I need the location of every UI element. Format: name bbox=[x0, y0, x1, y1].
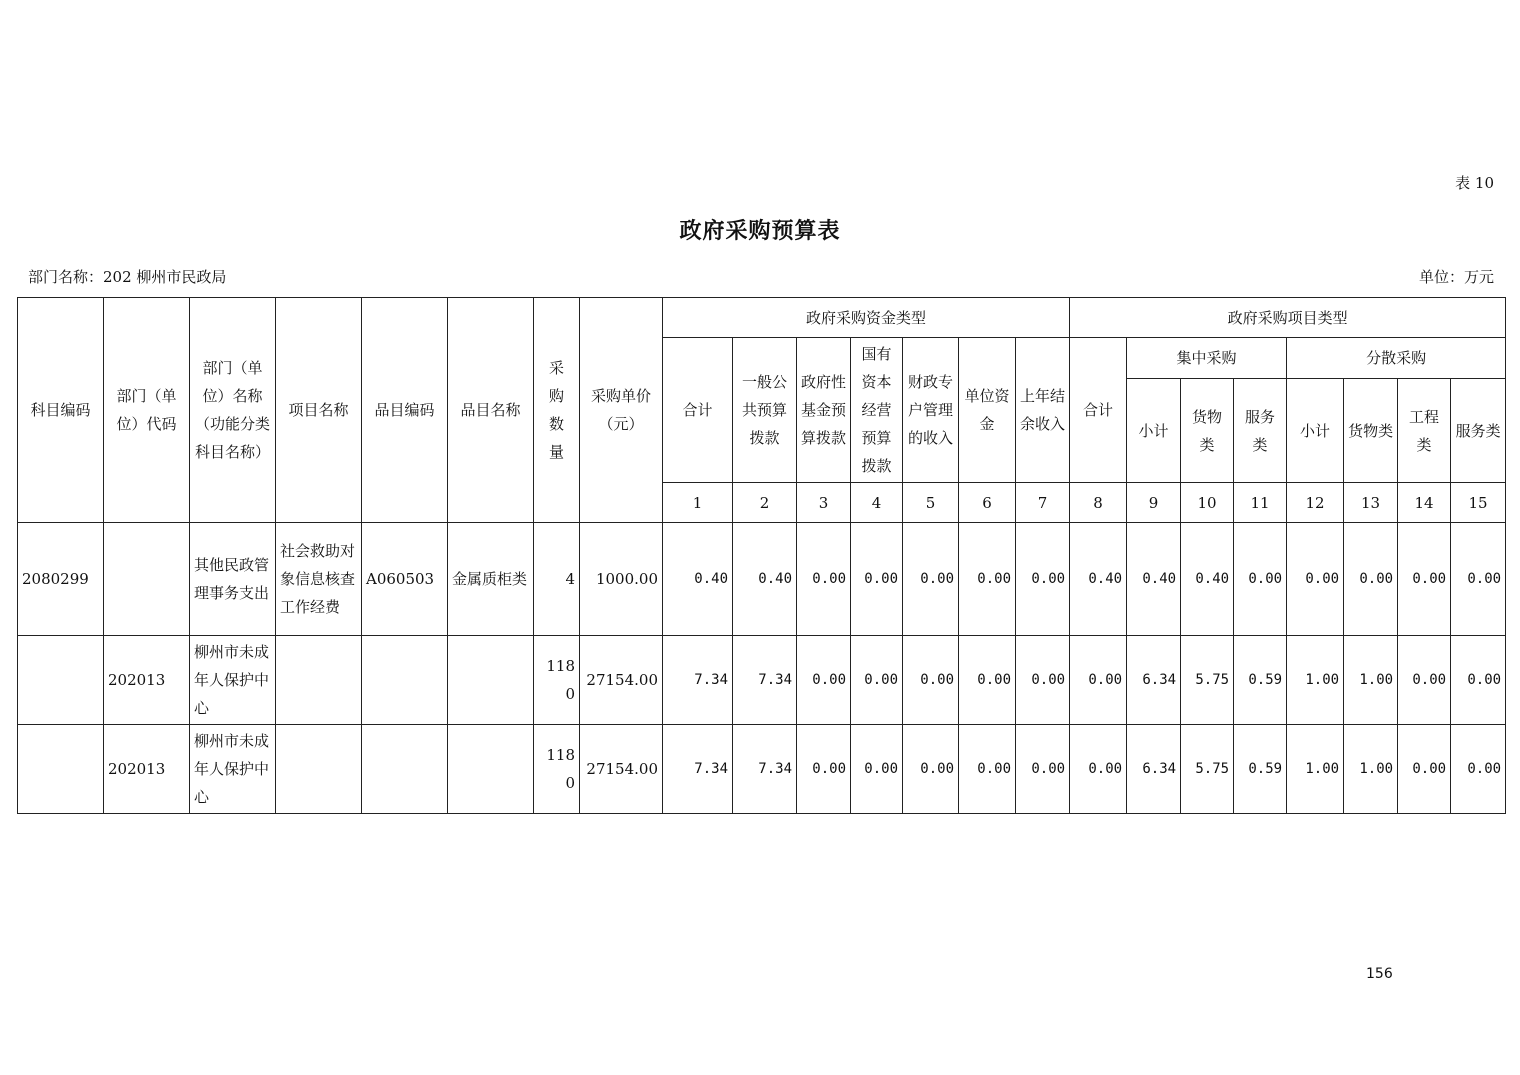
header-decentralized: 分散采购 bbox=[1287, 338, 1506, 379]
value-cell: 0.00 bbox=[1070, 725, 1127, 814]
header-d-goods: 货物类 bbox=[1344, 379, 1398, 483]
index-number: 7 bbox=[1016, 483, 1070, 523]
index-number: 13 bbox=[1344, 483, 1398, 523]
page-number: 156 bbox=[1366, 966, 1393, 982]
subject-code-cell: 2080299 bbox=[18, 523, 104, 636]
header-special-account: 财政专户管理的收入 bbox=[903, 338, 959, 483]
index-number: 6 bbox=[959, 483, 1016, 523]
table-row bbox=[18, 523, 1506, 636]
value-cell: 0.00 bbox=[1070, 636, 1127, 725]
header-general-budget: 一般公共预算拨款 bbox=[733, 338, 797, 483]
header-fund-total: 合计 bbox=[663, 338, 733, 483]
value-cell: 0.00 bbox=[1016, 523, 1070, 636]
value-cell: 0.00 bbox=[1398, 636, 1451, 725]
table-number: 表 10 bbox=[1455, 174, 1494, 192]
value-cell: 0.00 bbox=[1451, 725, 1506, 814]
value-cell: 1.00 bbox=[1344, 725, 1398, 814]
value-cell: 0.59 bbox=[1234, 725, 1287, 814]
project-name-cell bbox=[276, 725, 362, 814]
project-name-cell bbox=[276, 636, 362, 725]
procurement-budget-table bbox=[17, 297, 1506, 814]
index-number: 4 bbox=[851, 483, 903, 523]
index-number: 8 bbox=[1070, 483, 1127, 523]
quantity-cell: 1180 bbox=[534, 725, 580, 814]
header-quantity bbox=[534, 298, 580, 523]
value-cell: 0.00 bbox=[851, 725, 903, 814]
header-d-subtotal: 小计 bbox=[1287, 379, 1344, 483]
value-cell: 0.00 bbox=[1016, 725, 1070, 814]
value-cell: 0.40 bbox=[1181, 523, 1234, 636]
header-dept-name: 部门（单位）名称（功能分类科目名称） bbox=[190, 298, 276, 523]
header-d-services: 服务类 bbox=[1451, 379, 1506, 483]
value-cell: 0.00 bbox=[1451, 636, 1506, 725]
value-cell: 6.34 bbox=[1127, 636, 1181, 725]
header-unit-price: 采购单价（元） bbox=[580, 298, 663, 523]
index-number: 14 bbox=[1398, 483, 1451, 523]
value-cell: 0.00 bbox=[1344, 523, 1398, 636]
index-number: 5 bbox=[903, 483, 959, 523]
value-cell: 1.00 bbox=[1287, 725, 1344, 814]
item-name-cell bbox=[448, 636, 534, 725]
value-cell: 0.00 bbox=[903, 523, 959, 636]
value-cell: 7.34 bbox=[733, 636, 797, 725]
value-cell: 0.40 bbox=[1070, 523, 1127, 636]
item-name-cell: 金属质柜类 bbox=[448, 523, 534, 636]
header-project-type-group: 政府采购项目类型 bbox=[1070, 298, 1506, 338]
dept-name-cell: 其他民政管理事务支出 bbox=[190, 523, 276, 636]
value-cell: 0.00 bbox=[903, 725, 959, 814]
header-subject-code: 科目编码 bbox=[18, 298, 104, 523]
dept-code-cell: 202013 bbox=[104, 725, 190, 814]
index-number: 2 bbox=[733, 483, 797, 523]
value-cell: 1.00 bbox=[1287, 636, 1344, 725]
item-name-cell bbox=[448, 725, 534, 814]
value-cell: 0.00 bbox=[797, 523, 851, 636]
header-quantity-text: 采购数量 bbox=[548, 359, 564, 461]
header-fund-type-group: 政府采购资金类型 bbox=[663, 298, 1070, 338]
department-name: 部门名称：202 柳州市民政局 bbox=[28, 268, 227, 286]
value-cell: 0.00 bbox=[1234, 523, 1287, 636]
value-cell: 0.00 bbox=[851, 636, 903, 725]
header-c-services: 服务类 bbox=[1234, 379, 1287, 483]
value-cell: 0.00 bbox=[959, 636, 1016, 725]
unit-price-cell: 27154.00 bbox=[580, 636, 663, 725]
item-code-cell bbox=[362, 636, 448, 725]
index-number: 15 bbox=[1451, 483, 1506, 523]
value-cell: 0.00 bbox=[851, 523, 903, 636]
item-code-cell bbox=[362, 725, 448, 814]
value-cell: 0.00 bbox=[797, 636, 851, 725]
index-number: 10 bbox=[1181, 483, 1234, 523]
quantity-cell: 1180 bbox=[534, 636, 580, 725]
subject-code-cell bbox=[18, 636, 104, 725]
header-d-works: 工程类 bbox=[1398, 379, 1451, 483]
value-cell: 7.34 bbox=[733, 725, 797, 814]
table-row bbox=[18, 725, 1506, 814]
value-cell: 6.34 bbox=[1127, 725, 1181, 814]
value-cell: 0.00 bbox=[1451, 523, 1506, 636]
index-number: 3 bbox=[797, 483, 851, 523]
value-cell: 0.40 bbox=[733, 523, 797, 636]
unit-price-cell: 27154.00 bbox=[580, 725, 663, 814]
dept-name-cell: 柳州市未成年人保护中心 bbox=[190, 636, 276, 725]
subject-code-cell bbox=[18, 725, 104, 814]
project-name-cell: 社会救助对象信息核查工作经费 bbox=[276, 523, 362, 636]
header-project-total: 合计 bbox=[1070, 338, 1127, 483]
value-cell: 0.40 bbox=[1127, 523, 1181, 636]
unit-price-cell: 1000.00 bbox=[580, 523, 663, 636]
value-cell: 0.40 bbox=[663, 523, 733, 636]
value-cell: 7.34 bbox=[663, 636, 733, 725]
header-prior-balance: 上年结余收入 bbox=[1016, 338, 1070, 483]
header-c-goods: 货物类 bbox=[1181, 379, 1234, 483]
table-row bbox=[18, 636, 1506, 725]
item-code-cell: A060503 bbox=[362, 523, 448, 636]
value-cell: 0.00 bbox=[1287, 523, 1344, 636]
value-cell: 0.59 bbox=[1234, 636, 1287, 725]
value-cell: 0.00 bbox=[959, 725, 1016, 814]
value-cell: 7.34 bbox=[663, 725, 733, 814]
value-cell: 0.00 bbox=[1016, 636, 1070, 725]
value-cell: 0.00 bbox=[903, 636, 959, 725]
header-project-name: 项目名称 bbox=[276, 298, 362, 523]
dept-code-cell: 202013 bbox=[104, 636, 190, 725]
header-unit-funds: 单位资金 bbox=[959, 338, 1016, 483]
page-title: 政府采购预算表 bbox=[679, 218, 841, 244]
unit-label: 单位：万元 bbox=[1418, 268, 1494, 286]
header-centralized: 集中采购 bbox=[1127, 338, 1287, 379]
value-cell: 0.00 bbox=[959, 523, 1016, 636]
header-gov-fund: 政府性基金预算拨款 bbox=[797, 338, 851, 483]
index-number: 11 bbox=[1234, 483, 1287, 523]
header-item-code: 品目编码 bbox=[362, 298, 448, 523]
value-cell: 0.00 bbox=[797, 725, 851, 814]
index-number: 12 bbox=[1287, 483, 1344, 523]
index-number: 1 bbox=[663, 483, 733, 523]
value-cell: 5.75 bbox=[1181, 725, 1234, 814]
value-cell: 1.00 bbox=[1344, 636, 1398, 725]
value-cell: 0.00 bbox=[1398, 725, 1451, 814]
index-number: 9 bbox=[1127, 483, 1181, 523]
dept-code-cell bbox=[104, 523, 190, 636]
dept-name-cell: 柳州市未成年人保护中心 bbox=[190, 725, 276, 814]
value-cell: 5.75 bbox=[1181, 636, 1234, 725]
header-state-capital: 国有资本经营预算拨款 bbox=[851, 338, 903, 483]
header-c-subtotal: 小计 bbox=[1127, 379, 1181, 483]
value-cell: 0.00 bbox=[1398, 523, 1451, 636]
header-dept-code: 部门（单位）代码 bbox=[104, 298, 190, 523]
header-item-name: 品目名称 bbox=[448, 298, 534, 523]
quantity-cell: 4 bbox=[534, 523, 580, 636]
